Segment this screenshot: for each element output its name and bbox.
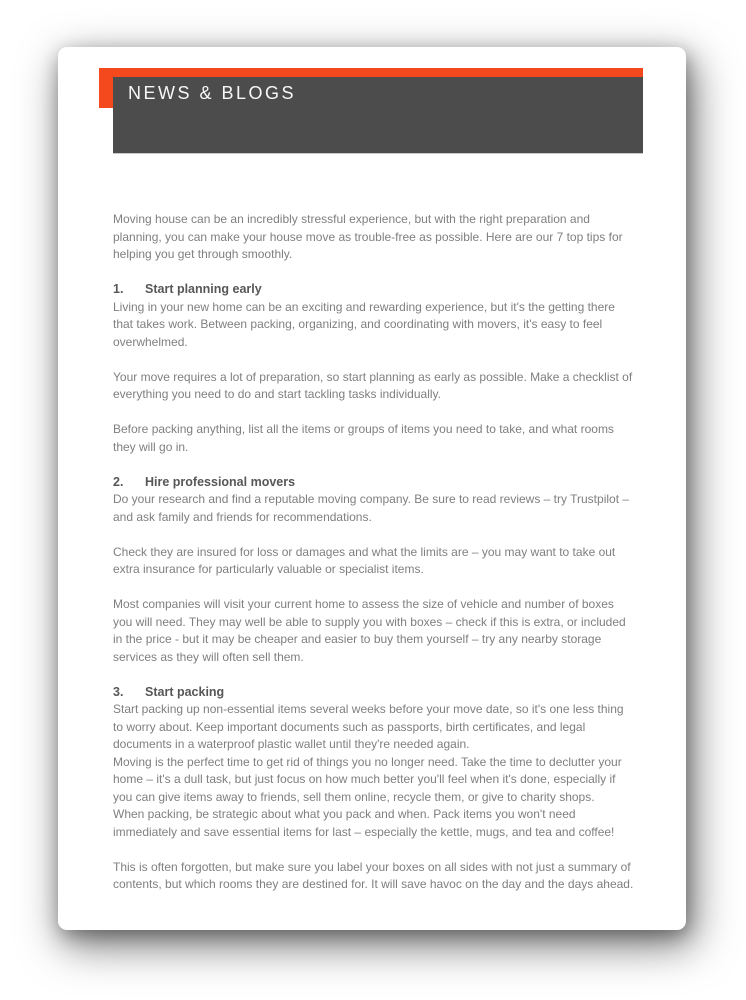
section-3-paragraph: Moving is the perfect time to get rid of things you no longer need. Take the time to declutter your home – it's a dull task, but just focus on how much better you'll feel when it's done, especially if you can give items away to friends, sell them online, recycle them, or give to charity shops. <box>113 754 622 804</box>
news-blogs-banner <box>99 68 643 155</box>
section-2-paragraph: Do your research and find a reputable moving company. Be sure to read reviews – try Trustpilot – and ask family and friends for recommendations. <box>113 492 630 524</box>
section-title: Hire professional movers <box>145 474 296 489</box>
section-2-paragraph: Most companies will visit your current home to assess the size of vehicle and number of boxes you will need. They may well be able to supply you with boxes – check if this is extra, or included in the price - but it may be cheaper and easier to buy them yourself – try any nearby storage services as they will often sell them. <box>113 597 626 664</box>
section-1-paragraph: Your move requires a lot of preparation, so start planning as early as possible. Make a checklist of everything you need to do and start tackling tasks individually. <box>113 369 633 401</box>
section-2-paragraph: Check they are insured for loss or damages and what the limits are – you may want to take out extra insurance for particularly valuable or specialist items. <box>113 544 616 576</box>
section-1-paragraph: Living in your new home can be an exciting and rewarding experience, but it's the getting there that takes work. Between packing, organizing, and coordinating with movers, it's easy to feel overwhelmed. <box>113 299 615 349</box>
section-3-paragraph: When packing, be strategic about what you pack and when. Pack items you won't need immediately and save essential items for last – especially the kettle, mugs, and tea and coffee! <box>113 807 615 839</box>
document-page <box>58 47 686 930</box>
section-number: 3. <box>113 684 124 699</box>
section-number: 1. <box>113 282 124 296</box>
section-heading-3 <box>113 684 635 702</box>
section-heading-1 <box>113 281 635 299</box>
outro-paragraph: This is often forgotten, but make sure you label your boxes on all sides with not just a summary of contents, but which rooms they are destined for. It will save havoc on the day and the days ahead. <box>113 859 634 891</box>
article-content <box>113 211 635 911</box>
intro-paragraph: Moving house can be an incredibly stressful experience, but with the right preparation and planning, you can make your house move as trouble-free as possible. Here are our 7 top tips for helping you get through smoothly. <box>113 212 623 261</box>
section-heading-2 <box>113 474 635 492</box>
page-title: NEWS & BLOGS <box>128 83 297 103</box>
section-3-paragraph: Start packing up non-essential items several weeks before your move date, so it's one less thing to worry about. Keep important documents such as passports, birth certificates, and legal documents in a waterproof plastic wallet until they're needed again. <box>113 702 624 751</box>
section-title: Start packing <box>145 684 225 699</box>
section-title: Start planning early <box>145 282 262 296</box>
section-number: 2. <box>113 474 124 489</box>
section-1-paragraph: Before packing anything, list all the items or groups of items you need to take, and what rooms they will go in. <box>113 422 614 454</box>
banner-dark-panel <box>113 77 643 154</box>
